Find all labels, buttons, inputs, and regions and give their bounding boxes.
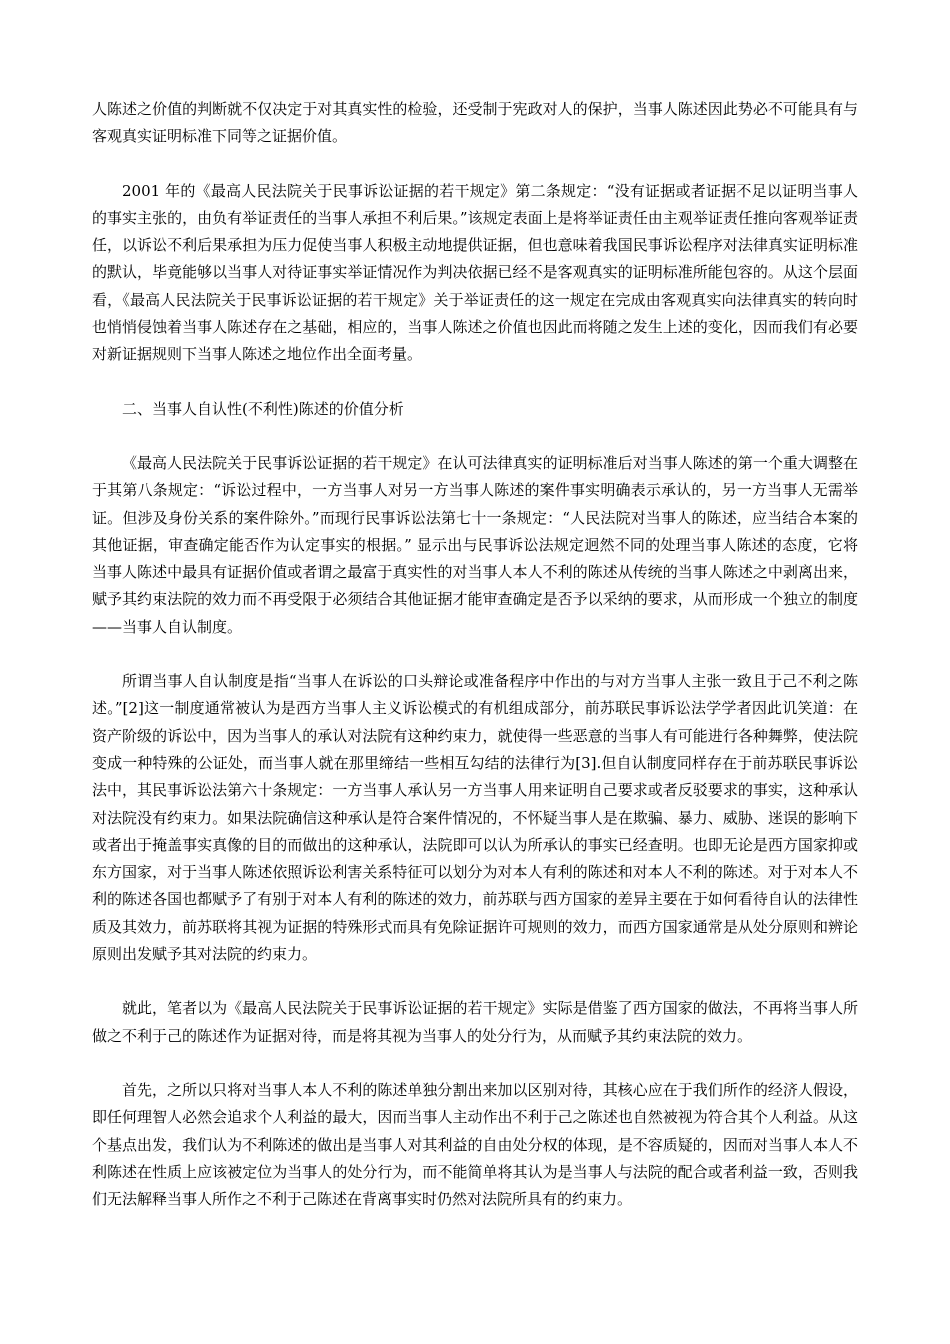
paragraph-2001-provision: 2001 年的《最高人民法院关于民事诉讼证据的若干规定》第二条规定：“没有证据或者证据不足以证明当事人的事实主张的，由负有举证责任的当事人承担不利后果。”该规定表面上是将举证责任由主观举证责任推向客观举证责任，以诉讼不利后果承担为压力促使当事人积极主动地提供证据，但也意味着我国民事诉讼程序对法律真实证明标准的默认，毕竟能够以当事人对待证事实举证情况作为判决依据已经不是客观真实的证明标准所能包容的。从这个层面看，《最高人民法院关于民事诉讼证据的若干规定》关于举证责任的这一规定在完成由客观真实向法律真实的转向时也悄悄侵蚀着当事人陈述存在之基础，相应的，当事人陈述之价值也因此而将随之发生上述的变化，因而我们有必要对新证据规则下当事人陈述之地位作出全面考量。 [92,181,858,364]
paragraph-continued: 人陈述之价值的判断就不仅决定于对其真实性的检验，还受制于宪政对人的保护，当事人陈述因此势必不可能具有与客观真实证明标准下同等之证据价值。 [92,100,858,146]
paragraph-self-admission: 所谓当事人自认制度是指“当事人在诉讼的口头辩论或准备程序中作出的与对方当事人主张一致且于己不利之陈述。”[2]这一制度通常被认为是西方当事人主义诉讼模式的有机组成部分，前苏联民事诉讼法学学者因此讥笑道：在资产阶级的诉讼中，因为当事人的承认对法院有这种约束力，就使得一些恶意的当事人有可能进行各种舞弊，使法院变成一种特殊的公证处，而当事人就在那里缔结一些相互勾结的法律行为[3].但自认制度同样存在于前苏联民事诉讼法中，其民事诉讼法第六十条规定：一方当事人承认另一方当事人用来证明自己要求或者反驳要求的事实，这种承认对法院没有约束力。如果法院确信这种承认是符合案件情况的，不怀疑当事人是在欺骗、暴力、威胁、迷误的影响下或者出于掩盖事实真像的目的而做出的这种承认，法院即可以认为所承认的事实已经查明。也即无论是西方国家抑或东方国家，对于当事人陈述依照诉讼利害关系特征可以划分为对本人有利的陈述和对本人不利的陈述。对于对本人不利的陈述各国也都赋予了有别于对本人有利的陈述的效力，前苏联与西方国家的差异主要在于如何看待自认的法律性质及其效力，前苏联将其视为证据的特殊形式而具有免除证据许可规则的效力，而西方国家通常是从处分原则和辨论原则出发赋予其对法院的约束力。 [92,672,858,964]
paragraph-article-eight: 《最高人民法院关于民事诉讼证据的若干规定》在认可法律真实的证明标准后对当事人陈述的第一个重大调整在于其第八条规定：“诉讼过程中，一方当事人对另一方当事人陈述的案件事实明确表示承认的，另一方当事人无需举证。但涉及身份关系的案件除外。”而现行民事诉讼法第七十一条规定：“人民法院对当事人的陈述，应当结合本案的其他证据，审查确定能否作为认定事实的根据。” 显示出与民事诉讼法规定迥然不同的处理当事人陈述的态度，它将当事人陈述中最具有证据价值或者谓之最富于真实性的对当事人本人不利的陈述从传统的当事人陈述之中剥离出来，赋予其约束法院的效力而不再受限于必须结合其他证据才能审查确定是否予以采纳的要求，从而形成一个独立的制度——当事人自认制度。 [92,453,858,636]
paragraph-first-reason: 首先，之所以只将对当事人本人不利的陈述单独分割出来加以区别对待，其核心应在于我们所作的经济人假设，即任何理智人必然会追求个人利益的最大，因而当事人主动作出不利于己之陈述也自然被视为符合其个人利益。从这个基点出发，我们认为不利陈述的做出是当事人对其利益的自由处分权的体现，是不容质疑的，因而对当事人本人不利陈述在性质上应该被定位为当事人的处分行为，而不能简单将其认为是当事人与法院的配合或者利益一致，否则我们无法解释当事人所作之不利于己陈述在背离事实时仍然对法院所具有的约束力。 [92,1080,858,1209]
paragraph-author-view: 就此，笔者以为《最高人民法院关于民事诉讼证据的若干规定》实际是借鉴了西方国家的做法，不再将当事人所做之不利于己的陈述作为证据对待，而是将其视为当事人的处分行为，从而赋予其约束法院的效力。 [92,999,858,1045]
section-heading: 二、当事人自认性(不利性)陈述的价值分析 [122,399,404,418]
document-page [92,96,858,1240]
